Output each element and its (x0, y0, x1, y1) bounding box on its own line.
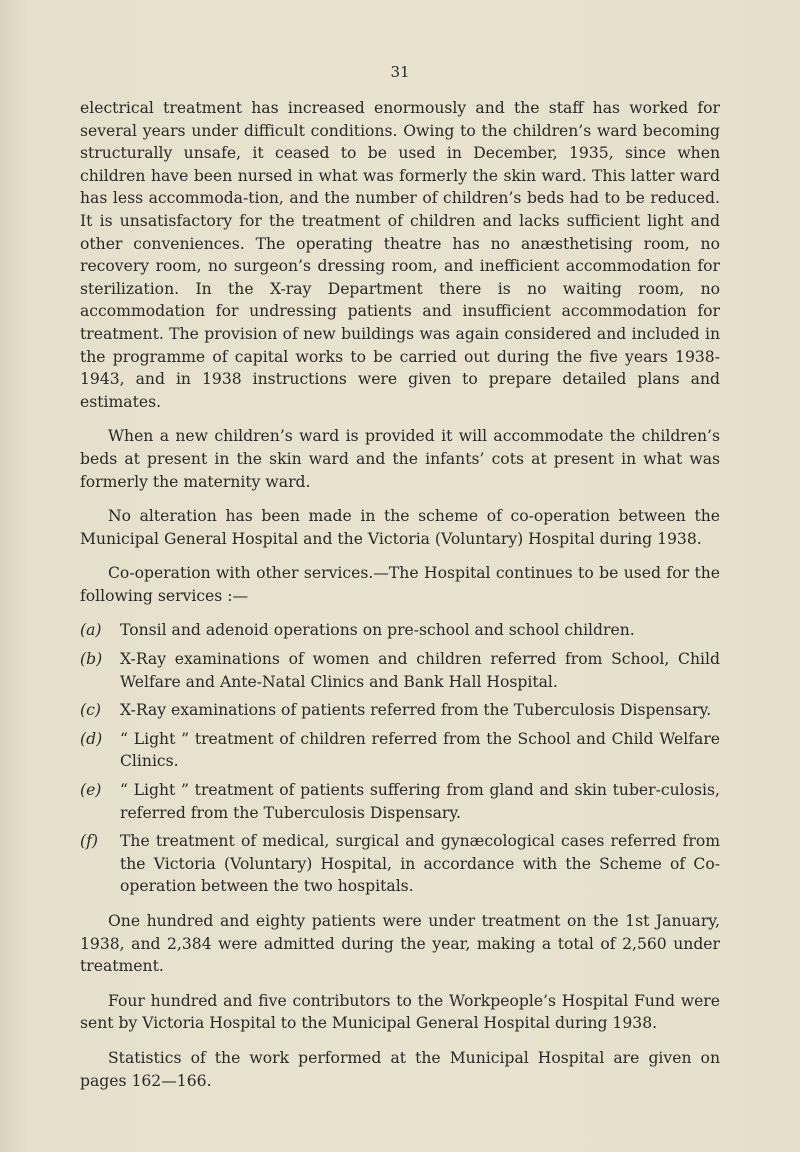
list-item-marker: (c) (80, 701, 101, 720)
list-item-marker: (e) (80, 781, 102, 800)
paragraph-continuation: electrical treatment has increased enormously and the staff has worked for several years under difficult conditions. Owing to the children’s ward becoming structurally unsafe, it ceased to be used in December, 1935, since when children have been nursed in what was formerly the skin ward. This latter ward has less accommoda-tion, and the number of children’s beds had to be reduced. It is unsatisfactory for the treatment of children and lacks sufficient light and other conveniences. The operating theatre has no anæsthetising room, no recovery room, no surgeon’s dressing room, and inefficient accommodation for sterilization. In the X-ray Department there is no waiting room, no accommodation for undressing patients and insufficient accommodation for treatment. The provision of new buildings was again considered and included in the programme of capital works to be carried out during the five years 1938-1943, and in 1938 instructions were given to prepare detailed plans and estimates. (80, 99, 720, 411)
list-item-text: X-Ray examinations of women and children referred from School, Child Welfare and Ante-Natal Clinics and Bank Hall Hospital. (120, 650, 720, 691)
list-item-marker: (d) (80, 729, 103, 748)
paragraph-contributors: Four hundred and five contributors to the Workpeople’s Hospital Fund were sent by Victoria Hospital to the Municipal General Hospital during 1938. (80, 991, 720, 1033)
paragraph-statistics: Statistics of the work performed at the Municipal Hospital are given on pages 162—166. (80, 1048, 720, 1090)
list-item (80, 728, 720, 773)
list-item-marker: (a) (80, 621, 102, 640)
services-list (80, 619, 720, 898)
paragraph-childrens-ward: When a new children’s ward is provided it will accommodate the children’s beds at present in the skin ward and the infants’ cots at present in what was formerly the maternity ward. (80, 427, 720, 491)
page-number: 31 (390, 63, 410, 81)
list-item-marker: (f) (80, 832, 98, 851)
paragraph-no-alteration: No alteration has been made in the scheme of co-operation between the Municipal General Hospital and the Victoria (Voluntary) Hospital during 1938. (80, 507, 720, 548)
document-body (80, 97, 720, 1092)
list-item-text: “ Light ” treatment of patients suffering from gland and skin tuber-culosis, referred from the Tuberculosis Dispensary. (120, 781, 720, 822)
list-item-text: “ Light ” treatment of children referred from the School and Child Welfare Clinics. (120, 729, 720, 771)
paragraph-patients-total: One hundred and eighty patients were under treatment on the 1st January, 1938, and 2,384 were admitted during the year, making a total of 2,560 under treatment. (80, 912, 720, 976)
list-item (80, 779, 720, 824)
list-item (80, 648, 720, 693)
list-item-text: The treatment of medical, surgical and gynæcological cases referred from the Victoria (Voluntary) Hospital, in accordance with the Scheme of Co-operation between the two hospitals. (120, 832, 720, 896)
list-item-marker: (b) (80, 650, 103, 669)
list-item-text: X-Ray examinations of patients referred from the Tuberculosis Dispensary. (120, 701, 712, 720)
list-item (80, 699, 720, 722)
list-item (80, 830, 720, 898)
paragraph-co-operation: Co-operation with other services.—The Hospital continues to be used for the following services :— (80, 564, 720, 605)
list-item (80, 619, 720, 642)
list-item-text: Tonsil and adenoid operations on pre-school and school children. (120, 621, 635, 640)
